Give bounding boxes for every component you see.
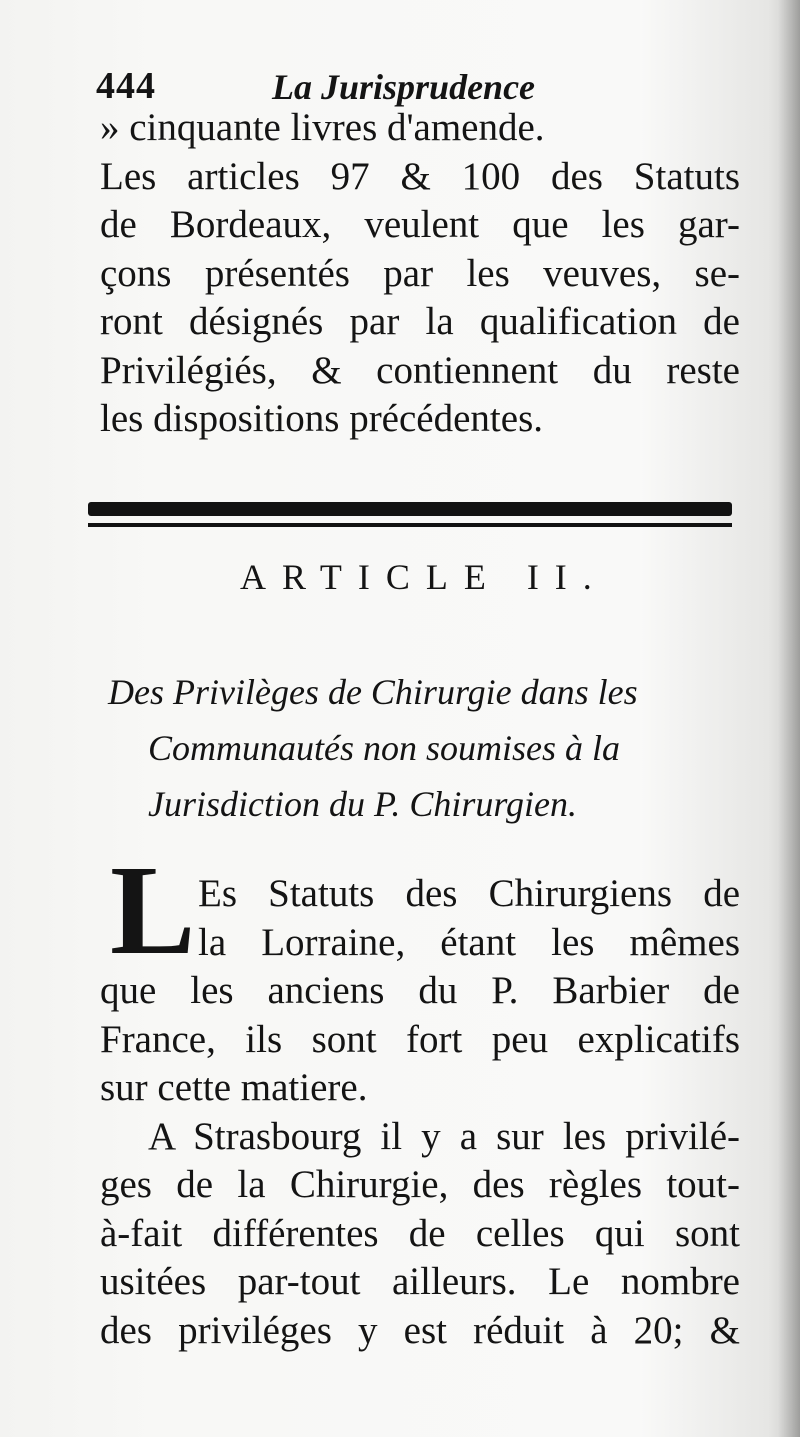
section-divider	[88, 500, 732, 532]
text-line: France, ils sont fort peu explicatifs	[100, 1017, 740, 1061]
text-line: à-fait différentes de celles qui sont	[100, 1211, 740, 1255]
text-line: ront désignés par la qualification de	[100, 300, 740, 343]
page-gutter-shadow	[778, 0, 800, 1437]
top-paragraphs	[100, 104, 740, 444]
drop-cap: L	[110, 839, 196, 981]
article-subtitle	[108, 664, 730, 832]
text-line: la Lorraine, étant les mêmes	[198, 920, 740, 964]
subtitle-line: Communautés non soumises à la	[148, 728, 621, 768]
text-line: sur cette matiere.	[100, 1066, 368, 1109]
subtitle-line: Jurisdiction du P. Chirurgien.	[148, 784, 578, 824]
text-line: A Strasbourg il y a sur les privilé-	[148, 1114, 740, 1158]
subtitle-line: Des Privilèges de Chirurgie dans les	[108, 672, 638, 712]
text-line: çons présentés par les veuves, se-	[100, 251, 740, 295]
text-line: de Bordeaux, veulent que les gar-	[100, 203, 740, 246]
page-number: 444	[96, 65, 156, 107]
body-paragraphs	[100, 870, 740, 1355]
text-line: les dispositions précédentes.	[100, 397, 543, 440]
text-line: Privilégiés, & contiennent du reste	[100, 348, 740, 392]
article-heading: ARTICLE II.	[240, 557, 608, 597]
text-line: Es Statuts des Chirurgiens de	[198, 872, 740, 915]
text-line: que les anciens du P. Barbier de	[100, 969, 740, 1012]
text-line: ges de la Chirurgie, des règles tout-	[100, 1163, 740, 1206]
divider-thin-rule	[88, 523, 732, 527]
text-line: usitées par-tout ailleurs. Le nombre	[100, 1260, 740, 1303]
text-line: Les articles 97 & 100 des Statuts	[100, 154, 740, 198]
running-title: La Jurisprudence	[272, 67, 536, 107]
text-line: des priviléges y est réduit à 20; &	[100, 1308, 740, 1352]
divider-thick-rule	[88, 502, 732, 516]
text-line: » cinquante livres d'amende.	[100, 106, 545, 149]
